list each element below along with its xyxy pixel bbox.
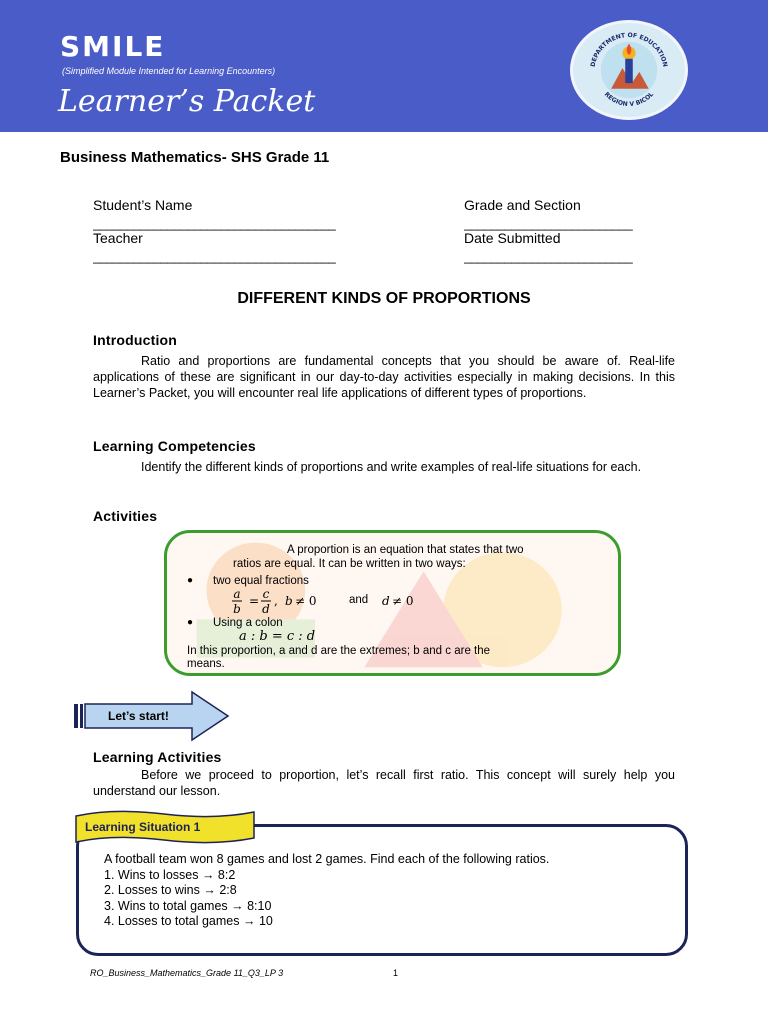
introduction-body [93, 353, 675, 401]
document-title: DIFFERENT KINDS OF PROPORTIONS [237, 290, 531, 307]
introduction-heading: Introduction [93, 332, 178, 348]
svg-text:≠ 0: ≠ 0 [295, 594, 317, 608]
and-connector: and [349, 594, 369, 606]
definition-line-1: A proportion is an equation that states that two [287, 544, 524, 556]
bullet-fractions: two equal fractions [213, 575, 309, 587]
footer-code: RO_Business_Mathematics_Grade 11_Q3_LP 3 [90, 968, 284, 978]
lets-start-label: Let’s start! [108, 709, 169, 723]
learning-activities-body [93, 767, 675, 799]
bullet-icon: ● [187, 617, 194, 628]
situation-item: 4. Losses to total games → 10 [104, 914, 273, 928]
svg-text:b: b [233, 602, 241, 616]
svg-text:d: d [262, 602, 270, 616]
svg-text:d: d [382, 594, 390, 608]
student-name-label: Student’s Name [93, 197, 193, 213]
brand-name: SMILE [60, 30, 166, 63]
subject-title: Business Mathematics- SHS Grade 11 [60, 149, 330, 166]
svg-text:≠ 0: ≠ 0 [392, 594, 414, 608]
learning-activities-text: Before we proceed to proportion, let’s recall first ratio. This concept will surely help you understand our lesson. [93, 768, 675, 798]
date-submitted-line[interactable]: _________________________ [464, 249, 633, 264]
svg-text:=: = [249, 594, 260, 608]
situation-item: 2. Losses to wins → 2:8 [104, 883, 237, 897]
colon-equation: a : b = c : d [239, 629, 316, 644]
brand-subtitle: (Simplified Module Intended for Learning Encounters) [62, 66, 276, 76]
competencies-body [93, 459, 675, 475]
svg-text:DEPARTMENT OF EDUCATION: DEPARTMENT OF EDUCATION [589, 32, 669, 68]
page-number: 1 [393, 968, 399, 978]
definition-line-2: ratios are equal. It can be written in two ways: [233, 558, 466, 570]
packet-title: Learner’s Packet [58, 84, 316, 119]
learning-situation-label: Learning Situation 1 [85, 820, 201, 834]
closing-line-2: means. [187, 658, 225, 670]
deped-seal-logo [570, 20, 688, 120]
competencies-text: Identify the different kinds of proportions and write examples of real-life situations for each. [141, 460, 642, 474]
grade-section-label: Grade and Section [464, 197, 581, 213]
introduction-text: Ratio and proportions are fundamental concepts that you should be aware of. Real-life applications of these are significant in our day-to-day activities especially in making decisions. In this Learner’s Packet, you will encounter real life applications of different types of proportions. [93, 354, 675, 400]
bullet-colon: Using a colon [213, 617, 283, 629]
situation-item: 1. Wins to losses → 8:2 [104, 868, 236, 882]
grade-section-line[interactable]: _________________________ [464, 216, 633, 231]
student-name-line[interactable]: ____________________________________ [93, 216, 336, 231]
activities-heading: Activities [93, 508, 158, 524]
competencies-heading: Learning Competencies [93, 438, 256, 454]
svg-text:a: a [233, 587, 241, 601]
header-banner [0, 0, 768, 132]
lets-start-arrow [74, 690, 234, 742]
learning-situation-tab [74, 808, 256, 846]
situation-prompt: A football team won 8 games and lost 2 games. Find each of the following ratios. [104, 852, 550, 866]
learning-activities-heading: Learning Activities [93, 749, 222, 765]
date-submitted-label: Date Submitted [464, 230, 561, 246]
svg-text:b: b [285, 594, 293, 608]
teacher-line[interactable]: ____________________________________ [93, 249, 336, 264]
situation-item: 3. Wins to total games → 8:10 [104, 899, 272, 913]
svg-text:c: c [262, 587, 270, 601]
teacher-label: Teacher [93, 230, 143, 246]
svg-text:REGION V BICOL: REGION V BICOL [602, 90, 656, 109]
proportion-definition-box [164, 530, 621, 676]
bullet-icon: ● [187, 575, 194, 586]
svg-text:,: , [274, 594, 278, 608]
fraction-equation [231, 587, 431, 617]
closing-line-1: In this proportion, a and d are the extremes; b and c are the [187, 645, 491, 657]
